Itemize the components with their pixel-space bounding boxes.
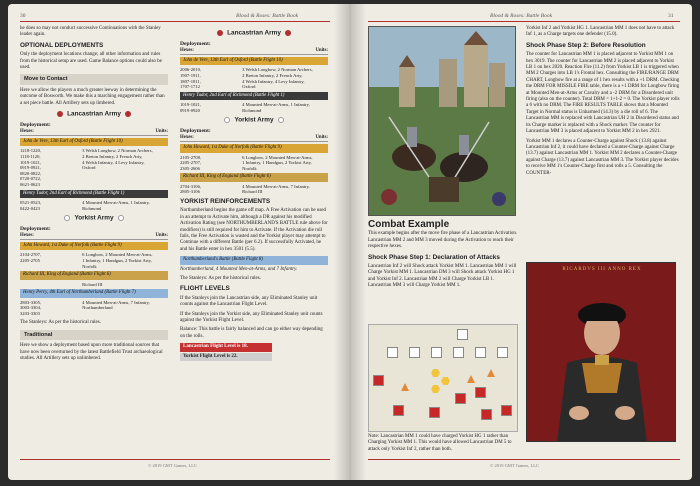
- top-rule: [368, 21, 680, 22]
- norfolk-deployment-rows: [180, 155, 328, 172]
- deployment-hexes: 2704-3106,: [180, 183, 202, 189]
- hexes-header: Hexes:: [20, 128, 34, 134]
- left-page: [8, 4, 350, 480]
- deployment-hexes: 1019-1021,: [180, 102, 202, 108]
- commander-richmond-bar: Henry Tudor, 2nd Earl of Richmond (Battle Flight 1): [20, 190, 168, 198]
- lancastrian-army-label: Lancastrian Army: [227, 29, 281, 37]
- yorkist-deployment-table-header: [20, 233, 168, 240]
- deployment-row: [20, 282, 168, 288]
- hexes-header: Hexes:: [180, 134, 194, 140]
- traditional-text: Here we show a deployment based upon more traditional sources that have now been overturned by the latest Battlefield Trust archaeological studies. All Artillery sets up unlimbered.: [20, 343, 163, 362]
- hex-marker: [431, 369, 440, 377]
- step2-title: Shock Phase Step 2: Before Resolution: [526, 41, 646, 49]
- hexes-header: Hexes:: [180, 47, 194, 53]
- deployment-units: Richmond: [82, 205, 102, 211]
- yorkist-reinforcements-text: Northumberland begins the game off map. A Free Activation can be used in an attempt to Activate him, although a DR against his modified Activation Rating (see NORTHUMBERLAND'S BATTLE rule above for modifiers) is still required for him to Activate. If the Activation die roll fails, the Free Activation is wasted and the Yorkist player may attempt to Continue with a different Battle (per 6.2). If successfully Activated, he and his Battle enter in hex 3501 (5.5).: [180, 208, 328, 252]
- deployment-units: Richard III: [242, 189, 263, 195]
- deployment-hexes: 0621-0623: [20, 181, 40, 187]
- battle-scene-art: [369, 27, 516, 216]
- traditional-bar: Traditional: [20, 330, 168, 340]
- white-rose-icon: [278, 117, 284, 123]
- deployment-hexes: 2305-2606: [180, 165, 200, 171]
- deployment-hexes: 0521-0523,: [20, 199, 42, 205]
- deployment-hexes: 1118-1120,: [20, 153, 41, 159]
- deployment-units: 2 Breton Infantry, 2 French Arty,: [82, 153, 143, 159]
- deployment-units: 6 Longbow, 2 Mounted Men-at-Arms,: [242, 154, 313, 160]
- deployment-units: Richard III: [82, 281, 103, 287]
- deployment-row: [180, 166, 328, 172]
- right-page-column-2: [526, 26, 680, 180]
- rose-icon: [217, 30, 223, 36]
- attack-arrow: [487, 369, 495, 377]
- deployment-table-header: [20, 129, 168, 136]
- yorkist-counter: [497, 347, 508, 358]
- commander-richmond-bar: Henry Tudor, 2nd Earl of Richmond (Battle Flight 1): [180, 92, 328, 100]
- attack-arrow: [467, 375, 475, 383]
- yorkist-counter: [409, 347, 420, 358]
- lancastrian-army-label: Lancastrian Army: [67, 110, 121, 118]
- deployment-hexes: 0919-0920: [180, 107, 200, 113]
- right-runhead: Blood & Roses: Battle Book: [490, 13, 553, 19]
- yorkist-deployment-table-header: [180, 135, 328, 142]
- left-runhead: Blood & Roses: Battle Book: [236, 13, 299, 19]
- move-to-contact-bar: Move to Contact: [20, 74, 168, 84]
- deployment-hexes: 2803-3305,: [20, 299, 42, 305]
- balance-text: Balance: This battle is fairly balanced and can go either way depending on the rolls.: [180, 327, 323, 339]
- yorkist-army-label: Yorkist Army: [74, 214, 114, 222]
- yorkist-counter: [457, 329, 468, 340]
- deployment-units: 4 Mounted Men-at-Arms, 7 Infantry,: [82, 299, 150, 305]
- deployment-units: 3 Welsh Longbow, 2 Norman Archers,: [82, 148, 153, 154]
- yorkist-army-heading: [20, 215, 168, 222]
- oxford-deployment-rows: [20, 148, 168, 187]
- lancastrian-counter: [373, 375, 384, 386]
- yorkist-deployment-label: Deployment:: [180, 128, 211, 135]
- battle-scene-illustration: [368, 26, 516, 216]
- deployment-hexes: 0820-0822,: [20, 170, 42, 176]
- deployment-hexes: [20, 264, 82, 270]
- yorkist-counter: [453, 347, 464, 358]
- deployment-hexes: 1218-1220,: [20, 148, 42, 154]
- deployment-hexes: 1907-1911,: [180, 72, 201, 78]
- hex-marker: [441, 377, 450, 385]
- lancastrian-counter: [501, 405, 512, 416]
- left-page-column-1: [20, 26, 168, 365]
- deployment-units: Oxford: [242, 84, 256, 90]
- yorkist-counter: [475, 347, 486, 358]
- left-footer: © 2019 GMT Games, LLC: [148, 463, 197, 468]
- rose-icon: [285, 30, 291, 36]
- right-page-number: 31: [668, 13, 674, 19]
- deployment-row: [180, 84, 328, 90]
- lancastrian-army-heading: [20, 111, 168, 118]
- intro-text: he does so may not conduct successive Continuations with the Stanley leader again.: [20, 26, 161, 38]
- deployment-units: Northumberland: [82, 305, 113, 311]
- deployment-hexes: 3003-3304,: [20, 305, 42, 311]
- flight-levels-text-2: If the Stanleys join the Yorkist side, any Eliminated Stanley unit counts against the Yorkist Flight Level.: [180, 311, 323, 324]
- deployment-units: Richmond: [242, 107, 262, 113]
- deployment-label: Deployment:: [20, 122, 51, 129]
- yorkist-army-label: Yorkist Army: [234, 116, 274, 124]
- richard-iii-portrait: [526, 262, 676, 442]
- yorkist-army-heading-2: [180, 117, 328, 124]
- step1-title: Shock Phase Step 1: Declaration of Attacks: [368, 253, 500, 261]
- northumberland-battle-bar: Northumberland's Battle (Battle Flight 8): [180, 256, 328, 264]
- note-text: Note: Lancastrian MM 1 could have charged Yorkist HG 1 rather than Charging Yorkist MM 1. This would have allowed Lancastrian DM 5 to attack only Yorkist Inf 2, rather than both.: [368, 434, 512, 452]
- yorkist-reinforcements-title: YORKIST REINFORCEMENTS: [180, 197, 271, 205]
- lancastrian-counter: [475, 387, 486, 398]
- deployment-hexes: 0720-0722,: [20, 176, 42, 182]
- stanleys-note: The Stanleys: As per the historical rules.: [20, 320, 101, 326]
- rose-icon: [57, 111, 63, 117]
- left-page-number: 30: [20, 13, 26, 19]
- column2-top-text: Yorkist Inf 2 and Yorkist HG 1. Lancastrian MM 1 does not have to attack Inf 1, as a Charge targets one defender (15.0).: [526, 26, 675, 38]
- white-rose-icon: [224, 117, 230, 123]
- step2-text-2: Yorkist MM 1 declares a Counter-Charge against Shock (13.8) against Lancastrian Inf 2, it could have declared a Counter-Charge against Charge (13.7) against Lancastrian MM 1. Yorkist MM 2 declares a Counter-Charge against Charge (13.7) against Lancastrian MM 3. The Yorkist player decides to receive MM 1's Counter-Charge first and rolls a 5. Consulting the COUNTER-: [526, 138, 679, 176]
- commander-norfolk-bar: John Howard, 1st Duke of Norfolk (Battle Flight 9): [180, 144, 328, 152]
- commander-norfolk-bar: John Howard, 1st Duke of Norfolk (Battle Flight 9): [20, 242, 168, 250]
- deployment-table-header: [180, 48, 328, 55]
- open-book: [8, 4, 692, 480]
- deployment-hexes: 2805-3106: [180, 189, 200, 195]
- deployment-units: 4 Welsh Infantry, 4 Levy Infantry,: [82, 159, 145, 165]
- deployment-units: 3 Welsh Longbow, 2 Norman Archers,: [242, 67, 313, 73]
- white-rose-icon: [118, 215, 124, 221]
- deployment-units: Norfolk: [82, 263, 97, 269]
- deployment-units: [82, 182, 168, 188]
- commander-richard-bar: Richard III, King of England (Battle Flight 6): [180, 173, 328, 181]
- white-rose-icon: [64, 215, 70, 221]
- commander-northumberland-bar: Henry Percy, 4th Earl of Northumberland (Battle Flight 7): [20, 289, 168, 297]
- hexes-header: Hexes:: [20, 232, 34, 238]
- lancastrian-counter: [429, 407, 440, 418]
- step1-text: Lancastrian Inf 2 will Shock attack Yorkist MM 1. Lancastrian MM 1 will Charge Yorkist MM 1. Lancastrian DM 3 will Shock attack Yorkist HG 1 and Yorkist Inf 2. Lancastrian MM 2 will Charge Yorkist LB 1. Lancastrian MM 3 will Charge Yorkist MM 1.: [368, 264, 517, 289]
- units-header: Units:: [155, 232, 168, 238]
- deployment-hexes: 1807-1811,: [180, 78, 201, 84]
- yorkist-counter: [431, 347, 442, 358]
- note-block: [368, 434, 518, 456]
- yorkist-flight-level: Yorkist Flight Level is 22.: [180, 353, 272, 361]
- deployment-hexes: 2104-2707,: [20, 252, 42, 258]
- richard-deployment-rows: [180, 184, 328, 195]
- deployment-hexes: 2006-2010,: [180, 67, 202, 73]
- optional-deployments-title: OPTIONAL DEPLOYMENTS: [20, 41, 104, 49]
- flight-levels-title: FLIGHT LEVELS: [180, 285, 230, 293]
- commander-oxford-bar: John de Vere, 13th Earl of Oxford (Battle Flight 10): [20, 138, 168, 146]
- flight-levels-text-1: If the Stanleys join the Lancastrian side, any Eliminated Stanley unit counts against the Lancastrian Flight Level.: [180, 295, 318, 308]
- bottom-rule: [368, 459, 680, 460]
- deployment-hexes: 2205-2707,: [180, 160, 202, 166]
- deployment-row: [20, 311, 168, 317]
- commander-oxford-bar: John de Vere, 13th Earl of Oxford (Battle Flight 10): [180, 57, 328, 65]
- step2-text-1: The counter for Lancastrian MM 1 is placed adjacent to Yorkist MM 1 on hex 3019. The counter for Lancastrian MM 2 is placed adjacent to Yorkist LB 1 on hex 2020. Reaction Fire (11.2) from Yorkist LB 1 is triggered when MM 2 Charges into LB 1's Frontal hex. Consulting the FIRE/RANGE DRM CHART, Longbow fire at a range of 1 hex results with a +1 DRM. Checking the DRM FOR MISSILE FIRE table, there is a +1 DRM for Longbow firing at Mounted Men-at-Arms or Cavalry and a -2 DRM for a Disordered unit firing (also on the counter). Total DRM = 1+1-2 = 0. The Yorkist player rolls a 6 with no DRM. The FIRE RESULTS TABLE shows that a Mounted Target in Normal status is Unharmed (14.3) by a die roll of 6. The Lancastrian MM is replaced with Lancastrian UH 2 in Disordered status and its Charge marker is replaced with a Shock marker. The counter for Lancastrian MM 3 is placed adjacent to Yorkist MM 2 in hex 2921.: [526, 52, 680, 135]
- northumberland-battle-text: Northumberland, 4 Mounted Men-at-Arms, and 7 Infantry.: [180, 266, 298, 272]
- deployment-units: Norfolk: [242, 165, 257, 171]
- richard-deployment-rows: [20, 282, 168, 288]
- yorkist-counter: [387, 347, 398, 358]
- left-page-column-2: [180, 26, 328, 362]
- deployment-units: [82, 311, 168, 317]
- rose-icon: [125, 111, 131, 117]
- right-footer: © 2019 GMT Games, LLC: [490, 463, 539, 468]
- units-header: Units:: [315, 134, 328, 140]
- deployment-hexes: 0919-0921,: [20, 165, 42, 171]
- stanleys-note: The Stanleys: As per the historical rules.: [180, 276, 261, 282]
- deployment-hexes: 3203-3303: [20, 310, 40, 316]
- oxford-deployment-rows: [180, 67, 328, 89]
- deployment-units: 1 Infantry, 1 Handgun, 2 Yorkist Arty,: [82, 258, 152, 264]
- deployment-label: Deployment:: [180, 41, 211, 48]
- deployment-hexes: [20, 282, 82, 288]
- deployment-units: 2 Breton Infantry, 2 French Arty,: [242, 72, 303, 78]
- deployment-hexes: 2105-2708,: [180, 154, 202, 160]
- deployment-units: 4 Mounted Men-at-Arms, 7 Infantry,: [242, 183, 310, 189]
- portrait-art: [527, 263, 676, 442]
- deployment-row: [20, 182, 168, 188]
- deployment-row: [180, 108, 328, 114]
- move-to-contact-text: Here we allow the players a much greater leeway in determining the outcome of Bosworth. We make this a marching engagement rather than a set piece battle. All Artillery sets up limbered.: [20, 87, 165, 106]
- attack-arrow: [401, 383, 409, 391]
- deployment-hexes: 1707-1712: [180, 84, 200, 90]
- yorkist-deployment-label: Deployment:: [20, 226, 51, 233]
- deployment-units: 4 Mounted Men-at-Arms, 1 Infantry,: [82, 199, 150, 205]
- bottom-rule: [20, 459, 330, 460]
- combat-example-title: Combat Example: [368, 219, 450, 230]
- combat-example-hex-map: [368, 324, 518, 432]
- portrait-caption: RICARDVS III ANNO REX: [562, 267, 642, 272]
- units-header: Units:: [315, 47, 328, 53]
- deployment-units: 4 Welsh Infantry, 4 Levy Infantry,: [242, 78, 305, 84]
- right-page-column-1: [368, 220, 518, 293]
- deployment-row: [20, 206, 168, 212]
- units-header: Units:: [155, 128, 168, 134]
- lancastrian-counter: [481, 409, 492, 420]
- norfolk-deployment-rows: [20, 252, 168, 269]
- deployment-row: [20, 264, 168, 270]
- deployment-row: [180, 189, 328, 195]
- deployment-units: 6 Longbow, 2 Mounted Men-at-Arms,: [82, 252, 153, 258]
- deployment-units: 4 Mounted Men-at-Arms, 1 Infantry,: [242, 102, 310, 108]
- northumberland-deployment-rows: [20, 300, 168, 317]
- lancastrian-counter: [455, 393, 466, 404]
- deployment-units: Oxford: [82, 165, 96, 171]
- right-page: [350, 4, 692, 480]
- deployment-hexes: 2205-2705: [20, 258, 40, 264]
- hex-marker: [431, 385, 440, 393]
- top-rule: [20, 21, 330, 22]
- lancastrian-army-heading-2: [180, 30, 328, 37]
- deployment-hexes: 1019-1021,: [20, 159, 42, 165]
- commander-richard-bar: Richard III, King of England (Battle Flight 6): [20, 271, 168, 279]
- deployment-hexes: 0422-0423: [20, 205, 40, 211]
- lancastrian-counter: [393, 405, 404, 416]
- combat-intro-text: This example begins after the move fire phase of a Lancastrian Activation. Lancastrian MM 2 and MM 3 moved during the Activation to reach their respective hexes.: [368, 231, 518, 250]
- lancastrian-flight-level: Lancastrian Flight Level is 18.: [180, 343, 272, 351]
- deployment-units: 1 Infantry, 1 Handgun, 2 Yorkist Arty,: [242, 160, 312, 166]
- richmond-deployment-rows: [180, 102, 328, 113]
- optional-deployments-text: Only the deployment locations change; all other information and rules from the historical setup are used. Game Balance options could also be used.: [20, 52, 162, 71]
- richmond-deployment-rows: [20, 200, 168, 211]
